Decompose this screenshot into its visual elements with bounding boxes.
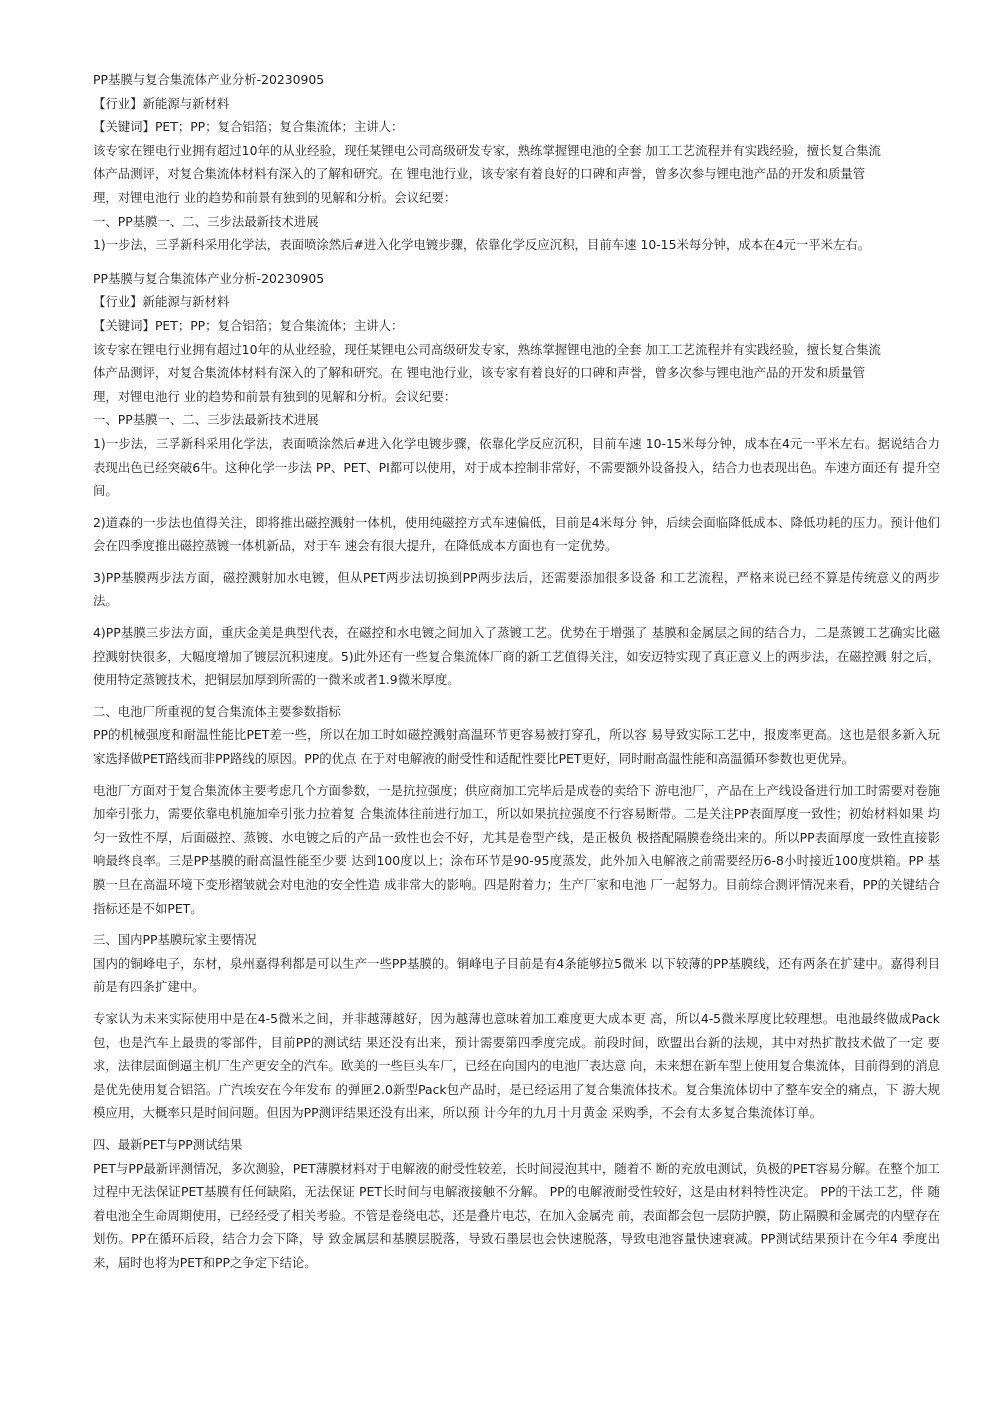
paragraph-test-results: PET与PP最新评测情况，多次测验，PET薄膜材料对于电解液的耐受性较差，长时间浸泡其中，随着不 断的充放电测试，负极的PET容易分解。在整个加工过程中无法保证PET基膜有任何缺陷，无法保证 PET长时间与电解液接触不分解。 PP的电解液耐受性较好，这是由材料特性决定。 PP的干法工艺，伴 随着电池全生命周期使用，已经经受了相关考验。不管是卷绕电芯，还是叠片电芯，在加入金属壳 前，表面都会包一层防护膜，防止隔膜和金属壳的内壁存在划伤。PP在循环后段，结合力会下降，导 致金属层和基膜层脱落，导致石墨层也会快速脱落，导致电池容量快速衰减。PP测试结果预计在今年4 季度出来，届时也将为PET和PP之争定下结论。 bbox=[93, 1160, 940, 1270]
section-heading-1: 一、PP基膜一、二、三步法最新技术进展 bbox=[93, 213, 319, 229]
paragraph-domestic-players: 国内的铜峰电子，东材，泉州嘉得利都是可以生产一些PP基膜的。铜峰电子目前是有4条能够拉5微米 以下较薄的PP基膜线，还有两条在扩建中。嘉得利目前是有四条扩建中。 bbox=[93, 955, 940, 995]
section-heading-4: 四、最新PET与PP测试结果 bbox=[93, 1136, 243, 1152]
document-title: PP基膜与复合集流体产业分析-20230905 bbox=[93, 72, 325, 87]
document-title: PP基膜与复合集流体产业分析-20230905 bbox=[93, 270, 325, 286]
section-heading-1: 一、PP基膜一、二、三步法最新技术进展 bbox=[93, 412, 319, 428]
paragraph-one-step: 1)一步法，三孚新科采用化学法，表面喷涂然后#进入化学电镀步骤，依靠化学反应沉积，目前车速 10-15米每分钟，成本在4元一平米左右。据说结合力表现出色已经突破6牛。这种化学一步法 PP、PET、PI都可以使用，对于成本控制非常好，不需要额外设备投入，结合力也表现出色。车速方面还有 提升空间。 bbox=[93, 435, 940, 499]
industry-line: 【行业】新能源与新材料 bbox=[93, 95, 230, 111]
keywords-line: 【关键词】PET；PP；复合铝箔；复合集流体；主讲人： bbox=[93, 317, 404, 333]
expert-intro-line-3: 理，对锂电池行 业的趋势和前景有独到的见解和分析。会议纪要： bbox=[93, 189, 457, 205]
paragraph-battery-parameters: 电池厂方面对于复合集流体主要考虑几个方面参数，一是抗拉强度；供应商加工完毕后是成卷的卖给下 游电池厂，产品在上产线设备进行加工时需要对卷施加牵引张力，需要依靠电机施加牵引张力拉着复 合集流体往前进行加工，所以如果抗拉强度不行容易断带。二是关注PP表面厚度一致性；初始材料如果 均匀一致性不厚，后面磁控、蒸镀、水电镀之后的产品一致性也会不好，尤其是卷型产线，是正极负 极搭配隔膜卷绕出来的。所以PP表面厚度一致性直接影响最终良率。三是PP基膜的耐高温性能至少要 达到100度以上；涂布环节是90-95度蒸发，此外加入电解液之前需要经历6-8小时接近100度烘箱。PP 基膜一旦在高温环境下变形褶皱就会对电池的安全性造 成非常大的影响。四是附着力；生产厂家和电池 厂一起努力。目前综合测评情况来看，PP的关键结合指标还是不如PET。 bbox=[93, 782, 940, 916]
summary-block-1 bbox=[93, 68, 940, 257]
section-heading-3: 三、国内PP基膜玩家主要情况 bbox=[93, 932, 257, 948]
paragraph-three-step: 4)PP基膜三步法方面，重庆金美是典型代表，在磁控和水电镀之间加入了蒸镀工艺。优势在于增强了 基膜和金属层之间的结合力，二是蒸镀工艺确实比磁控溅射快很多，大幅度增加了镀层沉积速度。5)此外还有一些复合集流体厂商的新工艺值得关注，如安迈特实现了真正意义上的两步法，在磁控溅 射之后，使用特定蒸镀技术，把铜层加厚到所需的一微米或者1.9微米厚度。 bbox=[93, 625, 940, 688]
paragraph-dawson-one-step: 2)道森的一步法也值得关注，即将推出磁控溅射一体机，使用纯磁控方式车速偏低，目前是4米每分 钟，后续会面临降低成本、降低功耗的压力。预计他们会在四季度推出磁控蒸镀一体机新品，对于车 速会有很大提升，在降低成本方面也有一定优势。 bbox=[93, 514, 940, 554]
expert-intro-line-2: 体产品测评，对复合集流体材料有深入的了解和研究。在 锂电池行业，该专家有着良好的口碑和声誉，曾多次参与锂电池产品的开发和质量管 bbox=[93, 365, 866, 381]
section-heading-2: 二、电池厂所重视的复合集流体主要参数指标 bbox=[93, 703, 341, 719]
paragraph-expert-outlook: 专家认为未来实际使用中是在4-5微米之间，并非越薄越好，因为越薄也意味着加工难度更大成本更 高，所以4-5微米厚度比较理想。电池最终做成Pack包，也是汽车上最贵的零部件，目前PP的测试结 果还没有出来，预计需要第四季度完成。前段时间，欧盟出台新的法规，其中对热扩散技术做了一定 要求，法律层面倒逼主机厂生产更安全的汽车。欧美的一些巨头车厂，已经在向国内的电池厂表达意 向，未来想在新车型上使用复合集流体，目前得到的消息是优先使用复合铝箔。广汽埃安在今年发布 的弹匣2.0新型Pack包产品时，是已经运用了复合集流体技术。复合集流体切中了整车安全的痛点，下 游大规模应用，大概率只是时间问题。但因为PP测评结果还没有出来，所以预 计今年的九月十月黄金 采购季，不会有太多复合集流体订单。 bbox=[93, 1010, 940, 1121]
industry-line: 【行业】新能源与新材料 bbox=[93, 294, 230, 310]
paragraph-two-step: 3)PP基膜两步法方面，磁控溅射加水电镀，但从PET两步法切换到PP两步法后，还需要添加很多设备 和工艺流程，严格来说已经不算是传统意义的两步法。 bbox=[93, 569, 940, 609]
paragraph-pp-vs-pet: PP的机械强度和耐温性能比PET差一些，所以在加工时如磁控溅射高温环节更容易被打穿孔，所以容 易导致实际工艺中，报废率更高。这也是很多新入玩家选择做PET路线而非PP路线的原因。PP的优点 在于对电解液的耐受性和适配性要比PET更好，同时耐高温性能和高温循环参数也更优异。 bbox=[93, 727, 940, 767]
expert-intro-line-3: 理，对锂电池行 业的趋势和前景有独到的见解和分析。会议纪要： bbox=[93, 388, 457, 404]
summary-block-2 bbox=[93, 267, 940, 432]
keywords-line: 【关键词】PET；PP；复合铝箔；复合集流体；主讲人： bbox=[93, 119, 404, 135]
expert-intro-line-1: 该专家在锂电行业拥有超过10年的从业经验，现任某锂电公司高级研发专家，熟练掌握锂电池的全套 加工工艺流程并有实践经验，擅长复合集流 bbox=[93, 341, 881, 357]
expert-intro-line-2: 体产品测评，对复合集流体材料有深入的了解和研究。在 锂电池行业，该专家有着良好的口碑和声誉，曾多次参与锂电池产品的开发和质量管 bbox=[93, 166, 866, 182]
expert-intro-line-1: 该专家在锂电行业拥有超过10年的从业经验，现任某锂电公司高级研发专家，熟练掌握锂电池的全套 加工工艺流程并有实践经验，擅长复合集流 bbox=[93, 142, 881, 158]
item-one-step: 1)一步法，三孚新科采用化学法，表面喷涂然后#进入化学电镀步骤，依靠化学反应沉积，目前车速 10-15米每分钟，成本在4元一平米左右。 bbox=[93, 237, 871, 253]
